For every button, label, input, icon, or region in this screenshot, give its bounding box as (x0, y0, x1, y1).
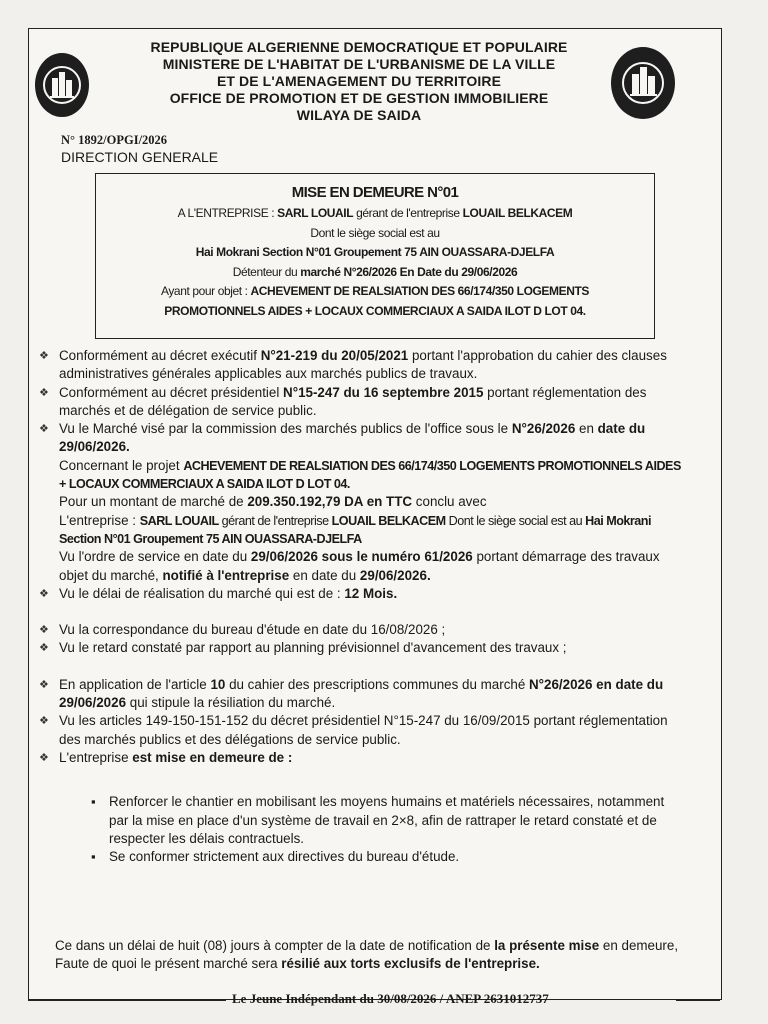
text: Se conformer strictement aux directives du bureau d'étude. (109, 849, 460, 865)
service-order-ref: 29/06/2026 sous le numéro 61/2026 (250, 549, 473, 565)
notice-box (95, 173, 655, 339)
text: Concernant le projet (59, 457, 184, 473)
recipient-address: Hai Mokrani Section N°01 Groupement 75 AIN OUASSARA-DJELFA (195, 245, 555, 259)
diamond-bullet-icon: ❖ (39, 350, 49, 362)
paragraph-market (33, 420, 685, 457)
paragraph-delay (33, 639, 685, 657)
market-ref: N°26/2026 (511, 421, 576, 437)
bullet-dot-icon: ▪ (91, 794, 96, 810)
text: qui stipule la résiliation du marché. (126, 695, 336, 711)
notified: notifié à l'entreprise (162, 567, 290, 583)
text: Conformément au décret présidentiel (59, 384, 284, 400)
text: Vu le délai de réalisation du marché qui est de : (59, 585, 345, 601)
text: En application de l'article (59, 676, 211, 692)
text: portant réglementation des marchés et de délégation de service public. (59, 384, 647, 418)
list-item (91, 848, 685, 866)
bullet-dot-icon: ▪ (91, 849, 96, 865)
list-item (91, 793, 685, 848)
company-address: Hai Mokrani Section N°01 Groupement 75 AIN OUASSARA-DJELFA (59, 513, 651, 546)
notice-page (28, 28, 722, 1000)
opgi-logo-left (35, 53, 89, 117)
closing-paragraph (55, 937, 695, 974)
text: Vu le retard constaté par rapport au planning prévisionnel d'avancement des travaux ; (59, 640, 567, 656)
text: Vu la correspondance du bureau d'étude en date du 16/08/2026 ; (59, 622, 446, 638)
notice-title: MISE EN DEMEURE N°01 (291, 184, 459, 201)
footer (0, 988, 768, 1012)
text-bold: la présente mise (494, 938, 600, 953)
notification-date: 29/06/2026. (359, 567, 431, 583)
text: gérant de l'entreprise (218, 513, 332, 528)
paragraph-formal-notice (33, 749, 685, 767)
reference-number: N° 1892/OPGI/2026 (61, 133, 168, 147)
project-title: ACHEVEMENT DE REALSIATION DES 66/174/350 LOGEMENTS PROMOTIONNELS AIDES + LOCAUX COMMERCIAUX A SAIDA ILOT D LOT 04. (59, 458, 681, 492)
recipient-prefix: A L'ENTREPRISE : (177, 206, 278, 220)
publication-line: Le Jeune Indépendant du 30/08/2026 / ANEP 2631012737 (232, 991, 549, 1006)
decree-ref: N°21-219 du 20/05/2021 (260, 348, 409, 363)
text: Renforcer le chantier en mobilisant les moyens humains et matériels nécessaires, notamment par la mise en place d'un système de travail en 2×8, afin de rattraper le retard constaté et de respecter les délais contractuels. (109, 794, 665, 846)
market-date: date du 29/06/2026. (59, 421, 646, 455)
diamond-bullet-icon: ❖ (39, 423, 49, 436)
opgi-logo-right (611, 47, 675, 119)
paragraph-articles (33, 712, 685, 749)
text: Vu les articles 149-150-151-152 du décret présidentiel N°15-247 du 16/09/2015 portant réglementation des marchés publics et des délégations de service public. (59, 713, 668, 747)
text: Vu l'ordre de service en date du (59, 549, 251, 565)
recipient-middle: gérant de l'entreprise (353, 206, 463, 220)
object-line-2: PROMOTIONNELS AIDES + LOCAUX COMMERCIAUX A SAIDA ILOT D LOT 04. (164, 303, 586, 318)
header (109, 39, 609, 124)
diamond-bullet-icon: ❖ (39, 587, 49, 600)
text: Conformément au décret exécutif (59, 348, 261, 363)
header-line-4: OFFICE DE PROMOTION ET DE GESTION IMMOBILIERE (169, 90, 549, 106)
recipient-line (96, 204, 654, 224)
market-ref: N°26/2026 en date du 29/06/2026 (59, 676, 664, 711)
paragraph-amount (33, 493, 685, 511)
diamond-bullet-icon: ❖ (39, 642, 49, 655)
object-line-1 (96, 282, 654, 302)
deadline-value: 12 Mois. (344, 585, 398, 601)
diamond-bullet-icon: ❖ (39, 678, 49, 691)
text: L'entreprise (59, 749, 133, 765)
text: portant l'approbation du cahier des clauses administratives générales applicables aux marchés publics de travaux. (59, 348, 667, 382)
requirements-list (33, 793, 685, 866)
formal-notice: est mise en demeure de : (132, 749, 293, 765)
footer-rule-right (676, 1000, 720, 1001)
text: Vu le Marché visé par la commission des marchés publics de l'office sous le (59, 421, 512, 437)
market-amount: 209.350.192,79 DA en TTC (247, 494, 413, 510)
text: Dont le siège social est au (445, 513, 586, 528)
company-name: SARL LOUAIL (139, 513, 219, 528)
paragraph-company (33, 512, 685, 549)
paragraph-correspondence (33, 621, 685, 639)
paragraph-article (33, 676, 685, 713)
text: conclu avec (412, 494, 487, 510)
header-line-2: MINISTERE DE L'HABITAT DE L'URBANISME DE LA VILLE (162, 56, 556, 72)
object-prefix: Ayant pour objet : (160, 284, 251, 298)
recipient-company: SARL LOUAIL (277, 206, 354, 220)
direction-label: DIRECTION GENERALE (61, 149, 219, 165)
notice-body (33, 347, 685, 866)
holder-prefix: Détenteur du (232, 264, 301, 279)
paragraph-service-order (33, 548, 685, 585)
holder-market: marché N°26/2026 En Date du 29/06/2026 (300, 264, 518, 279)
header-line-1: REPUBLIQUE ALGERIENNE DEMOCRATIQUE ET POPULAIRE (150, 39, 568, 55)
article-number: 10 (210, 676, 226, 692)
text: en date du (289, 567, 360, 583)
text: portant démarrage des travaux objet du marché, (59, 549, 660, 583)
building-icon (621, 58, 665, 108)
text: L'entreprise : (59, 512, 140, 528)
footer-rule-left (28, 1000, 226, 1001)
building-icon (43, 64, 81, 106)
paragraph-deadline (33, 585, 685, 603)
text: Ce dans un délai de huit (08) jours à compter de la date de notification de (55, 938, 495, 953)
text-bold: résilié aux torts exclusifs de l'entreprise. (281, 956, 540, 972)
recipient-manager: LOUAIL BELKACEM (462, 206, 573, 220)
diamond-bullet-icon: ❖ (39, 751, 49, 764)
seat-label: Dont le siège social est au (310, 225, 440, 240)
diamond-bullet-icon: ❖ (39, 624, 49, 637)
text: en demeure, Faute de quoi le présent marché sera (55, 938, 679, 972)
text: Pour un montant de marché de (59, 494, 248, 510)
diamond-bullet-icon: ❖ (39, 715, 49, 728)
paragraph-project (33, 457, 685, 494)
object-text-1: ACHEVEMENT DE REALSIATION DES 66/174/350 LOGEMENTS (250, 284, 590, 298)
header-line-3: ET DE L'AMENAGEMENT DU TERRITOIRE (216, 73, 502, 89)
decree-ref: N°15-247 du 16 septembre 2015 (283, 384, 484, 400)
text: en (575, 421, 598, 437)
text: du cahier des prescriptions communes du marché (225, 676, 530, 692)
diamond-bullet-icon: ❖ (39, 386, 49, 399)
header-line-5: WILAYA DE SAIDA (296, 107, 422, 123)
paragraph-decree-exec (33, 347, 685, 384)
paragraph-decree-pres (33, 384, 685, 421)
holder-line (96, 263, 654, 283)
manager-name: LOUAIL BELKACEM (331, 513, 446, 528)
